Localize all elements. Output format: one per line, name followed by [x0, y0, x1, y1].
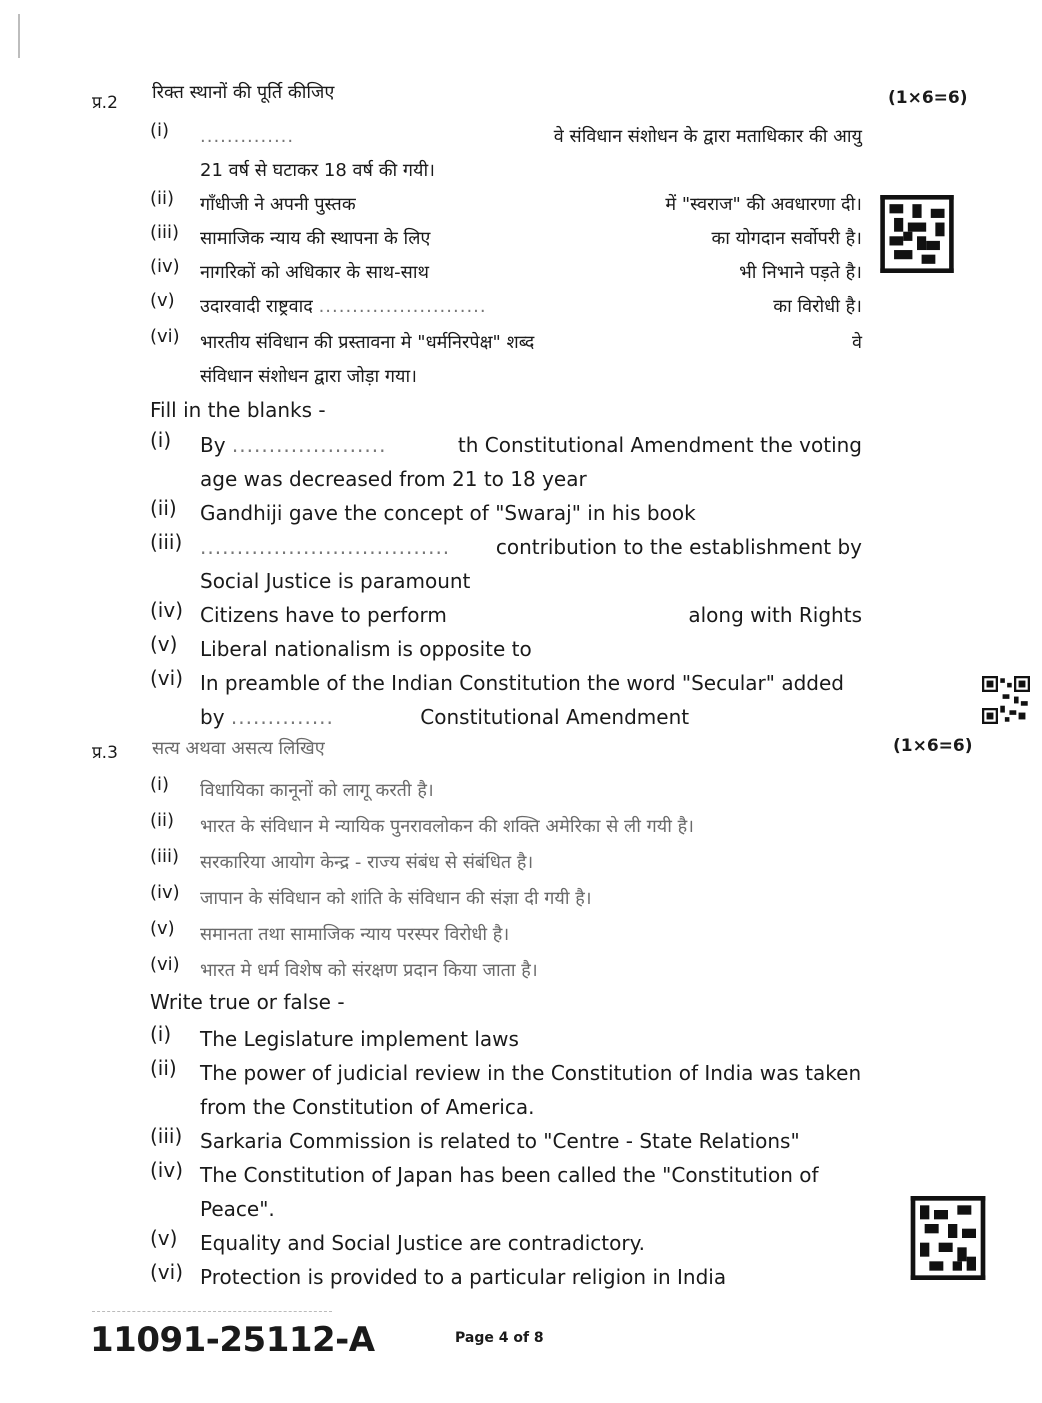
question-3-number: प्र.3 [92, 743, 118, 763]
q2-english-heading: Fill in the blanks - [150, 398, 326, 422]
question-2-hindi-title: रिक्त स्थानों की पूर्ति कीजिए [152, 82, 335, 103]
question-2-marks: (1×6=6) [888, 88, 968, 108]
question-3-hindi-title: सत्य अथवा असत्य लिखिए [152, 738, 325, 759]
matrix-code-icon [880, 195, 954, 273]
paper-code: 11091-25112-A [90, 1320, 375, 1360]
q3-english-heading: Write true or false - [150, 990, 345, 1014]
footer-divider [92, 1311, 332, 1312]
exam-page: प्र.2 रिक्त स्थानों की पूर्ति कीजिए (1×6=6) (i) .............. वे संविधान संशोधन के द्वारा मताधिकार की आयु 21 वर्ष से घटाकर 18 वर्ष की गयी। (ii) गाँधीजी ने अपनी पुस्तक में "स्वराज" की अवधारणा दी। (iii) सामाजिक न्याय की स्थापना के लिए का योगदान सर्वोपरी है। (iv) नागरिकों को अधिकार के साथ-साथ भी निभाने पड़ते है। (v) उदारवादी राष्ट्रवाद ......................... का विरोधी है। (vi) भारतीय संविधान की प्रस्तावना मे "धर्मनिरपेक्ष" शब्द वे संविधान संशोधन द्वारा जोड़ा गया। Fill in the blanks - (i) By ..................... th Constitutional Amendment the voting age was decreased from 21 to 18 year (ii) Gandhiji gave the concept of "Swaraj" in his book (iii) .................................. contribution to the establishment by Social Justice is paramount (iv) Citizens have to perform along with Rights (v) Liberal nationalism is opposite to (vi) In preamble of the Indian Constitution the word "Secular" added by .............. Constitutional Amendment प्र.3 सत्य अथवा असत्य लिखिए (1×6=6) (i) विधायिका कानूनों को लागू करती है। (ii) भारत के संविधान मे न्यायिक पुनरावलोकन की शक्ति अमेरिका से ली गयी है। (iii) सरकारिया आयोग केन्द्र - राज्य संबंध से संबंधित है। (iv) जापान के संविधान को शांति के संविधान की संज्ञा दी गयी है। (v) समानता तथा सामाजिक न्याय परस्पर विरोधी है। (vi) भारत मे धर्म विशेष को संरक्षण प्रदान किया जाता है। Write true or false - (i) The Legislature implement laws (ii) The power of judicial review in the Constitution of India was taken from the Constitution of America. (iii) Sarkaria Commission is related to "Centre - State Relations" (iv) The Constitution of Japan has been called the "Constitution of Peace". (v) Equality and Social Justice are contradictory. (vi) Protection is provided to a particular religion in India 11091-25112-A Page 4 of 8 [0, 0, 1042, 1403]
page-number: Page 4 of 8 [455, 1330, 544, 1346]
question-3-marks: (1×6=6) [893, 736, 973, 756]
qr-code-icon [982, 676, 1030, 724]
matrix-code-icon [910, 1196, 986, 1280]
question-2-number: प्र.2 [92, 93, 118, 113]
scan-edge-mark [18, 14, 20, 58]
